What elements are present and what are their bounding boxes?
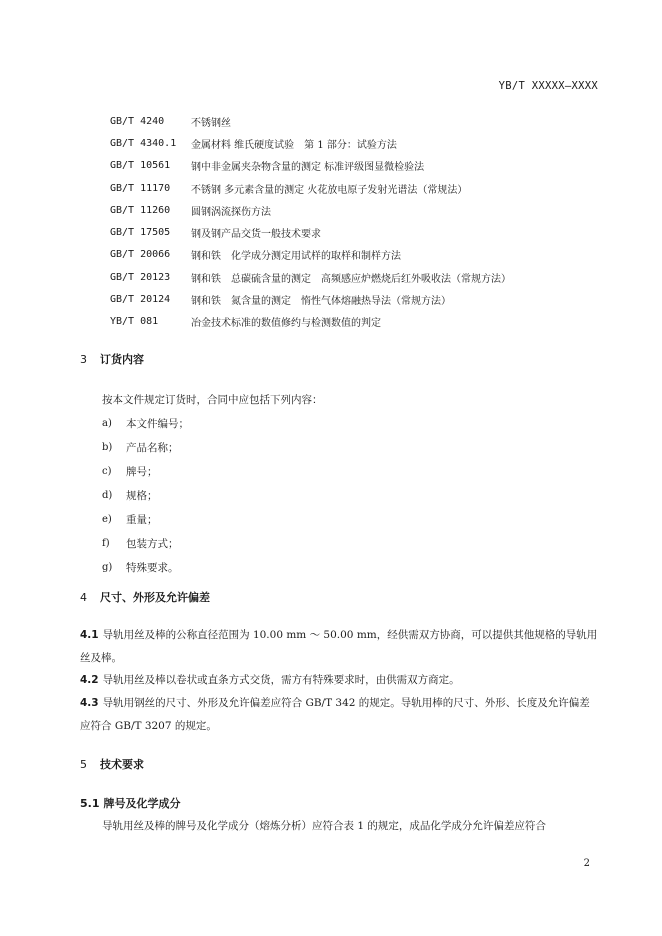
section-4-heading bbox=[80, 589, 210, 605]
reference-title: 不锈钢丝 bbox=[191, 117, 231, 129]
section-title: 尺寸、外形及允许偏差 bbox=[100, 591, 210, 604]
list-item bbox=[102, 555, 189, 579]
reference-row bbox=[110, 132, 630, 154]
clause-4-2 bbox=[80, 669, 600, 692]
clause-number: 4.2 bbox=[80, 674, 99, 686]
clause-number: 4.1 bbox=[80, 629, 99, 641]
clause-text: 导轨用丝及棒的公称直径范围为 10.00 mm ～ 50.00 mm，经供需双方协商，可以提供其他规格的导轨用丝及棒。 bbox=[80, 629, 598, 664]
reference-code: GB/T 20123 bbox=[110, 271, 171, 283]
list-text: 重量； bbox=[126, 513, 158, 526]
reference-row bbox=[110, 177, 630, 199]
list-letter: a) bbox=[102, 417, 112, 429]
reference-title: 不锈钢 多元素含量的测定 火花放电原子发射光谱法（常规法） bbox=[191, 184, 468, 196]
reference-code: GB/T 20066 bbox=[110, 249, 171, 261]
section-5-heading bbox=[80, 756, 144, 772]
list-item bbox=[102, 435, 189, 459]
clause-text: 导轨用丝及棒以卷状或直条方式交货，需方有特殊要求时，由供需双方商定。 bbox=[102, 674, 460, 686]
reference-code: GB/T 4240 bbox=[110, 115, 165, 127]
list-text: 牌号； bbox=[126, 465, 158, 478]
subsection-5-1-heading bbox=[80, 795, 181, 811]
section-title: 技术要求 bbox=[100, 758, 144, 771]
section-number: 5 bbox=[80, 758, 87, 771]
list-item bbox=[102, 411, 189, 435]
reference-code: GB/T 17505 bbox=[110, 227, 171, 239]
reference-title: 圆钢涡流探伤方法 bbox=[191, 206, 271, 218]
ordering-intro: 按本文件规定订货时，合同中应包括下列内容： bbox=[102, 394, 323, 406]
section-5-1-paragraph: 导轨用丝及棒的牌号及化学成分（熔炼分析）应符合表 1 的规定，成品化学成分允许偏差应符合 bbox=[102, 820, 546, 832]
reference-row bbox=[110, 244, 630, 266]
reference-row bbox=[110, 266, 630, 288]
list-item bbox=[102, 507, 189, 531]
normative-references-list bbox=[110, 110, 630, 333]
list-text: 特殊要求。 bbox=[126, 561, 179, 574]
reference-code: GB/T 11260 bbox=[110, 204, 171, 216]
list-letter: e) bbox=[102, 513, 112, 525]
list-text: 规格； bbox=[126, 489, 158, 502]
section-3-heading bbox=[80, 351, 144, 367]
reference-title: 钢和铁 化学成分测定用试样的取样和制样方法 bbox=[191, 251, 401, 263]
ordering-items-list bbox=[102, 411, 189, 579]
list-text: 产品名称； bbox=[126, 441, 179, 454]
document-code: YB/T XXXXX—XXXX bbox=[498, 80, 598, 92]
clause-text: 导轨用钢丝的尺寸、外形及允许偏差应符合 GB/T 342 的规定。导轨用棒的尺寸、外形、长度及允许偏差应符合 GB/T 3207 的规定。 bbox=[80, 697, 590, 732]
subsection-title: 牌号及化学成分 bbox=[103, 797, 181, 810]
list-item bbox=[102, 531, 189, 555]
list-letter: d) bbox=[102, 489, 113, 501]
list-item bbox=[102, 483, 189, 507]
reference-title: 冶金技术标准的数值修约与检测数值的判定 bbox=[191, 318, 381, 330]
reference-row bbox=[110, 110, 630, 132]
section-title: 订货内容 bbox=[100, 353, 144, 366]
reference-code: GB/T 11170 bbox=[110, 182, 171, 194]
section-number: 3 bbox=[80, 353, 87, 366]
reference-row bbox=[110, 311, 630, 333]
reference-code: GB/T 10561 bbox=[110, 160, 171, 172]
reference-row bbox=[110, 155, 630, 177]
list-item bbox=[102, 459, 189, 483]
reference-code: YB/T 081 bbox=[110, 316, 159, 328]
reference-code: GB/T 4340.1 bbox=[110, 137, 177, 149]
list-text: 包装方式； bbox=[126, 537, 179, 550]
clause-4-3 bbox=[80, 692, 600, 737]
reference-row bbox=[110, 199, 630, 221]
list-letter: g) bbox=[102, 561, 113, 573]
reference-title: 钢中非金属夹杂物含量的测定 标准评级图显微检验法 bbox=[191, 162, 425, 174]
reference-title: 钢和铁 总碳硫含量的测定 高频感应炉燃烧后红外吸收法（常规方法） bbox=[191, 273, 511, 285]
section-number: 4 bbox=[80, 591, 87, 604]
reference-title: 金属材料 维氏硬度试验 第 1 部分：试验方法 bbox=[191, 139, 397, 151]
page-number: 2 bbox=[583, 858, 590, 869]
reference-title: 钢及钢产品交货一般技术要求 bbox=[191, 229, 321, 241]
subsection-number: 5.1 bbox=[80, 797, 100, 810]
reference-code: GB/T 20124 bbox=[110, 294, 171, 306]
reference-row bbox=[110, 288, 630, 310]
list-letter: c) bbox=[102, 465, 112, 477]
list-letter: f) bbox=[102, 537, 110, 549]
reference-title: 钢和铁 氮含量的测定 惰性气体熔融热导法（常规方法） bbox=[191, 296, 451, 308]
clause-4-1 bbox=[80, 624, 600, 669]
list-letter: b) bbox=[102, 441, 113, 453]
clause-number: 4.3 bbox=[80, 697, 99, 709]
list-text: 本文件编号； bbox=[126, 417, 189, 430]
reference-row bbox=[110, 221, 630, 243]
